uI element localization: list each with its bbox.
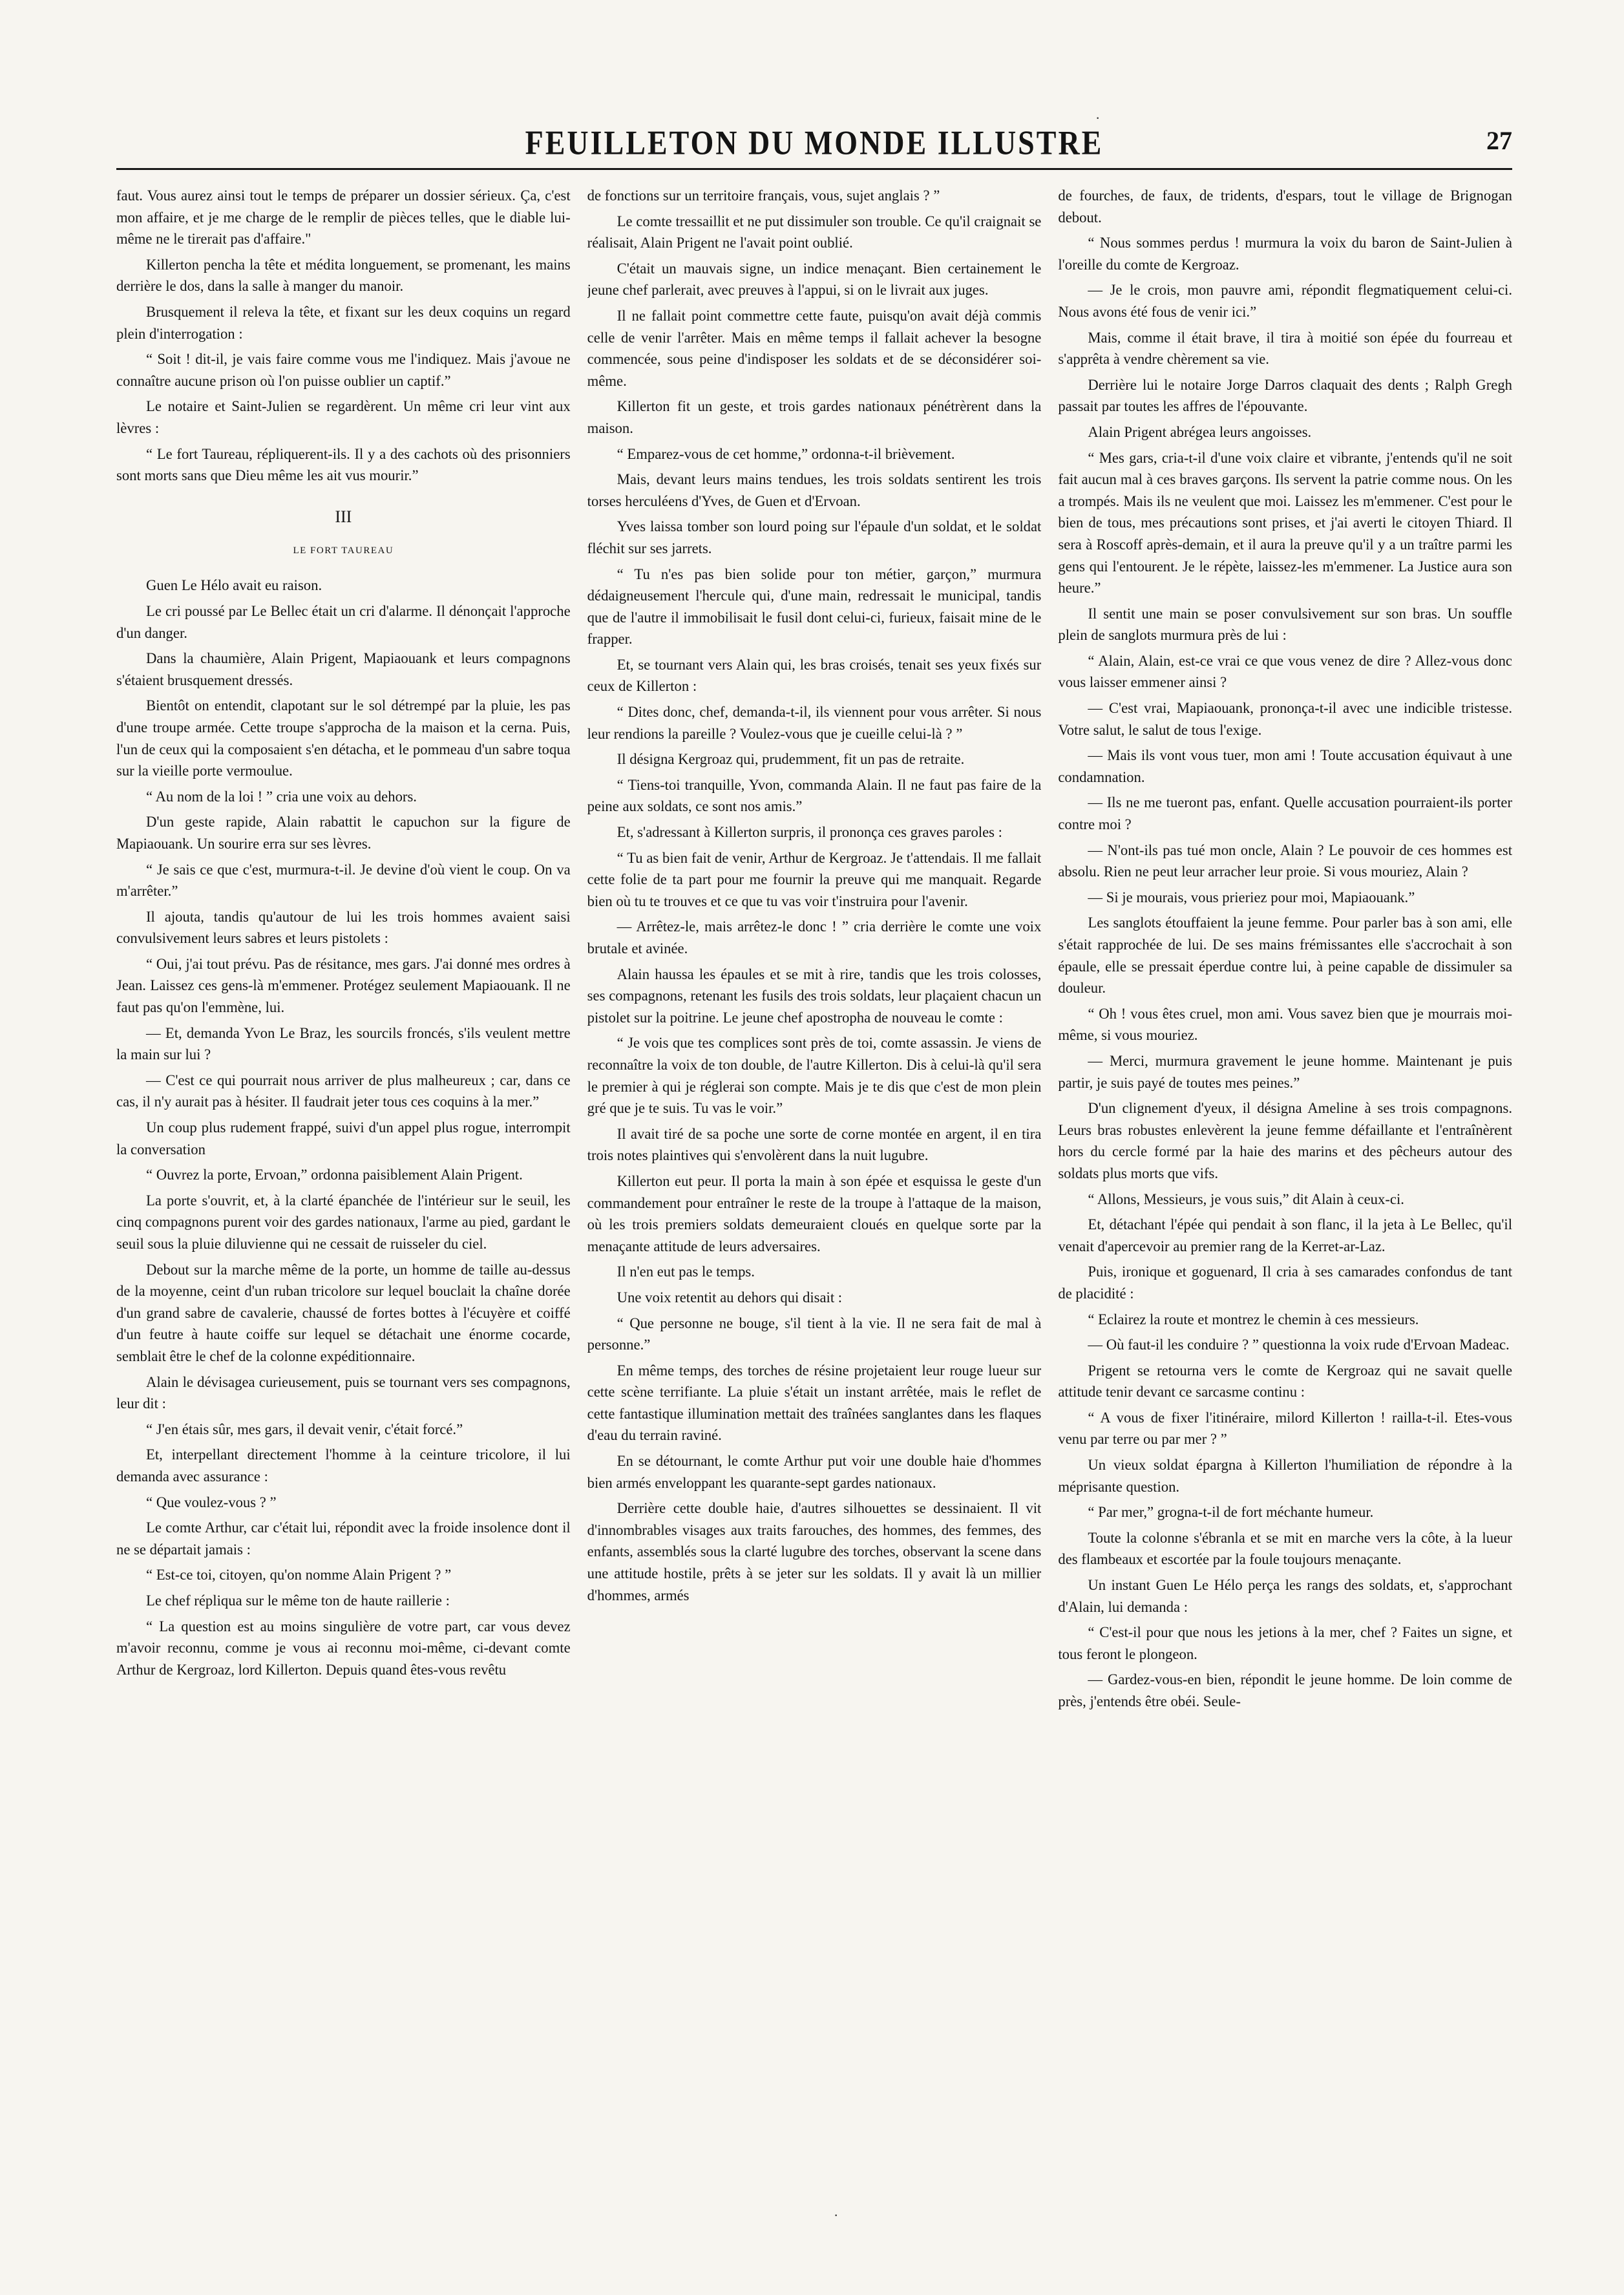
- paragraph: Une voix retentit au dehors qui disait :: [617, 1289, 843, 1306]
- paragraph: “ Est-ce toi, citoyen, qu'on nomme Alain Prigent ? ”: [146, 1567, 452, 1583]
- paragraph: Il n'en eut pas le temps.: [617, 1264, 755, 1280]
- paragraph: “ A vous de fixer l'itinéraire, milord Killerton ! railla-t-il. Etes-vous venu par terre ou par mer ? ”: [1058, 1409, 1513, 1448]
- paragraph: Et, détachant l'épée qui pendait à son flanc, il la jeta à Le Bellec, qu'il venait d'apercevoir au premier rang de la Kerret-ar-Laz.: [1058, 1216, 1513, 1254]
- chapter-title: LE FORT TAUREAU: [293, 545, 394, 556]
- paragraph: Il ajouta, tandis qu'autour de lui les trois hommes avaient saisi convulsivement leurs sabres et leurs pistolets :: [116, 908, 571, 947]
- paragraph: Et, interpellant directement l'homme à la ceinture tricolore, il lui demanda avec assurance :: [116, 1446, 571, 1485]
- paragraph: D'un clignement d'yeux, il désigna Ameline à ses trois compagnons. Leurs bras robustes enlevèrent la jeune femme défaillante et l'entraînèrent hors du cercle formé par la haie des marins et des pêcheurs autour des soldats plus morts que vifs.: [1058, 1100, 1513, 1181]
- paragraph: “ Je sais ce que c'est, murmura-t-il. Je devine d'où vient le coup. On va m'arrêter.”: [116, 861, 571, 900]
- paragraph: Et, se tournant vers Alain qui, les bras croisés, tenait ses yeux fixés sur ceux de Killerton :: [587, 656, 1042, 695]
- column-3: [1058, 185, 1512, 2175]
- paragraph: “ La question est au moins singulière de votre part, car vous devez m'avoir reconnu, comme je vous ai reconnu moi-même, ci-devant comte Arthur de Kergroaz, lord Killerton. Depuis quand êtes-vous revêtu: [116, 1618, 571, 1678]
- paragraph: Derrière cette double haie, d'autres silhouettes se dessinaient. Il vit d'innombrables visages aux traits farouches, des hommes, des femmes, des enfants, assemblés sous la clarté lugubre des torches, observant la scene dans une attitude hostile, prêts à se jeter sur les soldats. Il y avait là un millier d'hommes, armés: [587, 1500, 1042, 1603]
- column-1-before-chapter: [116, 185, 571, 487]
- paragraph: — Et, demanda Yvon Le Braz, les sourcils froncés, s'ils veulent mettre la main sur lui ?: [116, 1024, 571, 1063]
- header-title: FEUILLETON DU MONDE ILLUSTRE: [525, 123, 1104, 162]
- paragraph: “ Tu as bien fait de venir, Arthur de Kergroaz. Je t'attendais. Il me fallait cette folie de ta part pour me fournir la preuve qui me manquait. Regarde bien où tu te trouves et ce que tu vas voir t'instruira pour l'avenir.: [587, 849, 1042, 909]
- page-number: 27: [1486, 126, 1512, 155]
- paragraph: — Je le crois, mon pauvre ami, répondit flegmatiquement celui-ci. Nous avons été fous de venir ici.”: [1058, 282, 1513, 320]
- paragraph: — Arrêtez-le, mais arrêtez-le donc ! ” cria derrière le comte une voix brutale et avinée.: [587, 918, 1042, 957]
- newspaper-page: [116, 123, 1512, 2184]
- paragraph: faut. Vous aurez ainsi tout le temps de préparer un dossier sérieux. Ça, c'est mon affaire, et je me charge de le remplir de pièces telles, que le diable lui-même ne le tirerait pas d'affaire.": [116, 187, 571, 248]
- paragraph: Le cri poussé par Le Bellec était un cri d'alarme. Il dénonçait l'approche d'un danger.: [116, 602, 571, 641]
- paragraph: Alain le dévisagea curieusement, puis se tournant vers ses compagnons, leur dit :: [116, 1373, 571, 1412]
- paragraph: Il désigna Kergroaz qui, prudemment, fit un pas de retraite.: [617, 751, 965, 768]
- paragraph: Un vieux soldat épargna à Killerton l'humiliation de répondre à la méprisante question.: [1058, 1457, 1513, 1495]
- paragraph: La porte s'ouvrit, et, à la clarté épanchée de l'intérieur sur le seuil, les cinq compagnons purent voir des gardes nationaux, l'arme au pied, gardant le seuil sous la pluie diluvienne qui ne cessait de ruisseler du ciel.: [116, 1192, 571, 1252]
- paragraph: “ Ouvrez la porte, Ervoan,” ordonna paisiblement Alain Prigent.: [146, 1167, 523, 1183]
- paragraph: “ Alain, Alain, est-ce vrai ce que vous venez de dire ? Allez-vous donc vous laisser emmener ainsi ?: [1058, 652, 1513, 691]
- paragraph: “ Dites donc, chef, demanda-t-il, ils viennent pour vous arrêter. Si nous leur rendions la pareille ? Voulez-vous que je cueille celui-là ? ”: [587, 704, 1042, 742]
- paragraph: Brusquement il releva la tête, et fixant sur les deux coquins un regard plein d'interrogation :: [116, 303, 571, 342]
- paragraph: — Mais ils vont vous tuer, mon ami ! Toute accusation équivaut à une condamnation.: [1058, 747, 1513, 785]
- paragraph: En se détournant, le comte Arthur put voir une double haie d'hommes bien armés enveloppant les quarante-sept gardes nationaux.: [587, 1453, 1042, 1491]
- paragraph: D'un geste rapide, Alain rabattit le capuchon sur la figure de Mapiaouank. Un sourire erra sur ses lèvres.: [116, 814, 571, 852]
- page-header: [116, 123, 1512, 170]
- paragraph: Les sanglots étouffaient la jeune femme. Pour parler bas à son ami, elle s'était rapprochée de lui. De ses mains frémissantes elle s'accrochait à son épaule, elle se pressait éperdue contre lui, à peine capable de dissimuler sa douleur.: [1058, 915, 1513, 997]
- paragraph: Derrière lui le notaire Jorge Darros claquait des dents ; Ralph Gregh passait par toutes les affres de l'épouvante.: [1058, 376, 1513, 415]
- paragraph: Dans la chaumière, Alain Prigent, Mapiaouank et leurs compagnons s'étaient brusquement dressés.: [116, 650, 571, 688]
- chapter-number: III: [335, 507, 352, 526]
- paragraph: “ Tu n'es pas bien solide pour ton métier, garçon,” murmura dédaigneusement l'hercule qui, d'une main, redressait le municipal, tandis que de l'autre il immobilisait le fusil dont celui-ci, furieux, faisait mine de le frapper.: [587, 566, 1042, 648]
- paragraph: “ Allons, Messieurs, je vous suis,” dit Alain à ceux-ci.: [1088, 1190, 1404, 1207]
- paragraph: — Merci, murmura gravement le jeune homme. Maintenant je puis partir, je suis payé de toutes mes peines.”: [1058, 1052, 1513, 1091]
- paragraph: “ Je vois que tes complices sont près de toi, comte assassin. Je viens de reconnaître la voix de ton double, de l'autre Killerton. Dis à celui-là qu'il sera le premier à qui je réglerai son compte. Mais je te dis que c'est de mon plein gré que je te suis. Tu vas le voir.”: [587, 1035, 1042, 1117]
- paragraph: Debout sur la marche même de la porte, un homme de taille au-dessus de la moyenne, ceint d'un ruban tricolore sur lequel bouclait la chaîne dorée d'un grand sabre de cavalerie, chaussé de fortes bottes à l'écuyère et coiffé d'un feutre à haute coiffe sur lequel se détachait une énorme cocarde, semblait être le chef de la colonne expéditionnaire.: [116, 1261, 571, 1364]
- paragraph: Le comte tressaillit et ne put dissimuler son trouble. Ce qu'il craignait se réalisait, Alain Prigent ne l'avait point oublié.: [587, 213, 1042, 251]
- paragraph: “ Par mer,” grogna-t-il de fort méchante humeur.: [1088, 1504, 1374, 1521]
- paragraph: Il avait tiré de sa poche une sorte de corne montée en argent, il en tira trois notes plaintives qui s'envolèrent dans la nuit lugubre.: [587, 1125, 1042, 1164]
- paragraph: de fourches, de faux, de tridents, d'espars, tout le village de Brignogan debout.: [1058, 187, 1513, 226]
- paragraph: Le notaire et Saint-Julien se regardèrent. Un même cri leur vint aux lèvres :: [116, 398, 571, 436]
- paragraph: “ J'en étais sûr, mes gars, il devait venir, c'était forcé.”: [146, 1421, 463, 1437]
- paragraph: “ Eclairez la route et montrez le chemin à ces messieurs.: [1088, 1311, 1419, 1327]
- paragraph: En même temps, des torches de résine projetaient leur rouge lueur sur cette scène terrifiante. La pluie s'était un instant arrêtée, mais le reflet de cette fantastique illumination mettait des traînées sanglantes dans les flaques d'eau du terrain raviné.: [587, 1362, 1042, 1444]
- paragraph: Killerton pencha la tête et médita longuement, se promenant, les mains derrière le dos, dans la salle à manger du manoir.: [116, 256, 571, 295]
- paragraph: Killerton fit un geste, et trois gardes nationaux pénétrèrent dans la maison.: [587, 398, 1042, 436]
- paragraph: — C'est ce qui pourrait nous arriver de plus malheureux ; car, dans ce cas, il n'y aurait pas à hésiter. Il faudrait jeter tous ces coquins à la mer.”: [116, 1072, 571, 1110]
- paragraph: Il sentit une main se poser convulsivement sur son bras. Un souffle plein de sanglots murmura près de lui :: [1058, 605, 1513, 644]
- paragraph: Yves laissa tomber son lourd poing sur l'épaule d'un soldat, et le soldat fléchit sur ses jarrets.: [587, 518, 1042, 556]
- paragraph: C'était un mauvais signe, un indice menaçant. Bien certainement le jeune chef parlerait, avec preuves à l'appui, si on le livrait aux juges.: [587, 260, 1042, 299]
- paragraph: Prigent se retourna vers le comte de Kergroaz qui ne savait quelle attitude tenir devant ce sarcasme continu :: [1058, 1362, 1513, 1401]
- paragraph: “ Oh ! vous êtes cruel, mon ami. Vous savez bien que je mourrais moi-même, si vous mouriez.: [1058, 1005, 1513, 1044]
- paragraph: — N'ont-ils pas tué mon oncle, Alain ? Le pouvoir de ces hommes est absolu. Rien ne peut leur arracher leur proie. Si vous mouriez, Alain ?: [1058, 841, 1513, 880]
- paragraph: “ Que personne ne bouge, s'il tient à la vie. Il ne sera fait de mal à personne.”: [587, 1315, 1042, 1353]
- paragraph: Le chef répliqua sur le même ton de haute raillerie :: [146, 1592, 450, 1609]
- paragraph: Alain Prigent abrégea leurs angoisses.: [1088, 423, 1312, 440]
- paragraph: “ C'est-il pour que nous les jetions à la mer, chef ? Faites un signe, et tous feront le plongeon.: [1058, 1624, 1513, 1662]
- paragraph: “ Au nom de la loi ! ” cria une voix au dehors.: [146, 788, 417, 805]
- paragraph: “ Mes gars, cria-t-il d'une voix claire et vibrante, j'entends qu'il ne soit fait aucun mal à ces braves garçons. Ils servent la patrie comme nous. On les a trompés. Mais ils ne veulent que moi. Laissez les m'emmener. C'est pour le bien de tous, mes précautions sont prises, et j'ai averti le citoyen Thiard. Il sera à Roscoff après-demain, et il aura la preuve qu'il y a un traître parmi les gens qui l'entourent. Je le répète, laissez-les m'emmener. La Justice aura son heure.”: [1058, 449, 1513, 597]
- paragraph: Guen Le Hélo avait eu raison.: [146, 577, 322, 594]
- paragraph: Mais, devant leurs mains tendues, les trois soldats sentirent les trois torses herculéens d'Yves, de Guen et d'Ervoan.: [587, 471, 1042, 509]
- paragraph: — Gardez-vous-en bien, répondit le jeune homme. De loin comme de près, j'entends être obéi. Seule-: [1058, 1671, 1513, 1709]
- paragraph: “ Soit ! dit-il, je vais faire comme vous me l'indiquez. Mais j'avoue ne connaître aucune prison où l'on puisse oublier un captif.”: [116, 351, 571, 389]
- paragraph: Alain haussa les épaules et se mit à rire, tandis que les trois colosses, ses compagnons, retenant les fusils des trois soldats, leur plaçaient chacun un pistolet sur la poitrine. Le jeune chef apostropha de nouveau le comte :: [587, 966, 1042, 1026]
- paragraph: “ Tiens-toi tranquille, Yvon, commanda Alain. Il ne faut pas faire de la peine aux soldats, ce sont nos amis.”: [587, 776, 1042, 815]
- margin-dot-bottom: ·: [834, 2207, 839, 2223]
- paragraph: Mais, comme il était brave, il tira à moitié son épée du fourreau et s'apprêta à vendre chèrement sa vie.: [1058, 329, 1513, 368]
- paragraph: Un instant Guen Le Hélo perça les rangs des soldats, et, s'approchant d'Alain, lui demanda :: [1058, 1577, 1513, 1615]
- paragraph: de fonctions sur un territoire français, vous, sujet anglais ? ”: [587, 187, 940, 204]
- paragraph: — C'est vrai, Mapiaouank, prononça-t-il avec une indicible tristesse. Votre salut, le salut de tous l'exige.: [1058, 700, 1513, 738]
- paragraph: — Où faut-il les conduire ? ” questionna la voix rude d'Ervoan Madeac.: [1088, 1337, 1510, 1353]
- paragraph: “ Que voulez-vous ? ”: [146, 1494, 277, 1510]
- paragraph: Il ne fallait point commettre cette faute, puisqu'on avait déjà commis celle de venir l'arrêter. Mais en même temps il fallait achever la besogne commencée, sous peine d'indisposer les soldats et de se déconsidérer soi-même.: [587, 307, 1042, 389]
- paragraph: Puis, ironique et goguenard, Il cria à ses camarades confondus de tant de placidité :: [1058, 1264, 1513, 1302]
- paragraph: Killerton eut peur. Il porta la main à son épée et esquissa le geste d'un commandement pour entraîner le reste de la troupe à l'attaque de la maison, où les trois premiers soldats demeuraient cloués en quelque sorte par la menaçante attitude de leurs adversaires.: [587, 1172, 1042, 1254]
- paragraph: “ Nous sommes perdus ! murmura la voix du baron de Saint-Julien à l'oreille du comte de Kergroaz.: [1058, 235, 1513, 273]
- paragraph: “ Oui, j'ai tout prévu. Pas de résitance, mes gars. J'ai donné mes ordres à Jean. Laissez ces gens-là m'emmener. Protégez seulement Mapiaouank. Il ne faut pas qu'on l'emmène, lui.: [116, 955, 571, 1016]
- margin-dot-top: ·: [1095, 110, 1101, 126]
- paragraph: “ Emparez-vous de cet homme,” ordonna-t-il brièvement.: [617, 445, 955, 462]
- column-2: [587, 185, 1042, 2175]
- column-1-after-chapter: [116, 575, 571, 1680]
- text-columns: [116, 185, 1512, 2175]
- paragraph: Bientôt on entendit, clapotant sur le sol détrempé par la pluie, les pas d'une troupe armée. Cette troupe s'approcha de la maison et la cerna. Puis, l'un de ceux qui la composaient s'en détacha, et le pommeau d'un sabre toqua sur la vieille porte vermoulue.: [116, 697, 571, 779]
- paragraph: Et, s'adressant à Killerton surpris, il prononça ces graves paroles :: [617, 824, 1002, 841]
- paragraph: — Si je mourais, vous prieriez pour moi, Mapiaouank.”: [1088, 889, 1415, 905]
- paragraph: Toute la colonne s'ébranla et se mit en marche vers la côte, à la lueur des flambeaux et escortée par la foule toujours menaçante.: [1058, 1529, 1513, 1568]
- paragraph: — Ils ne me tueront pas, enfant. Quelle accusation pourraient-ils porter contre moi ?: [1058, 794, 1513, 833]
- paragraph: Le comte Arthur, car c'était lui, répondit avec la froide insolence dont il ne se départait jamais :: [116, 1519, 571, 1558]
- paragraph: Un coup plus rudement frappé, suivi d'un appel plus rogue, interrompit la conversation: [116, 1119, 571, 1158]
- paragraph: “ Le fort Taureau, répliquerent-ils. Il y a des cachots où des prisonniers sont morts sans que Dieu même les ait vus mourir.”: [116, 445, 571, 484]
- column-1: [116, 185, 571, 2175]
